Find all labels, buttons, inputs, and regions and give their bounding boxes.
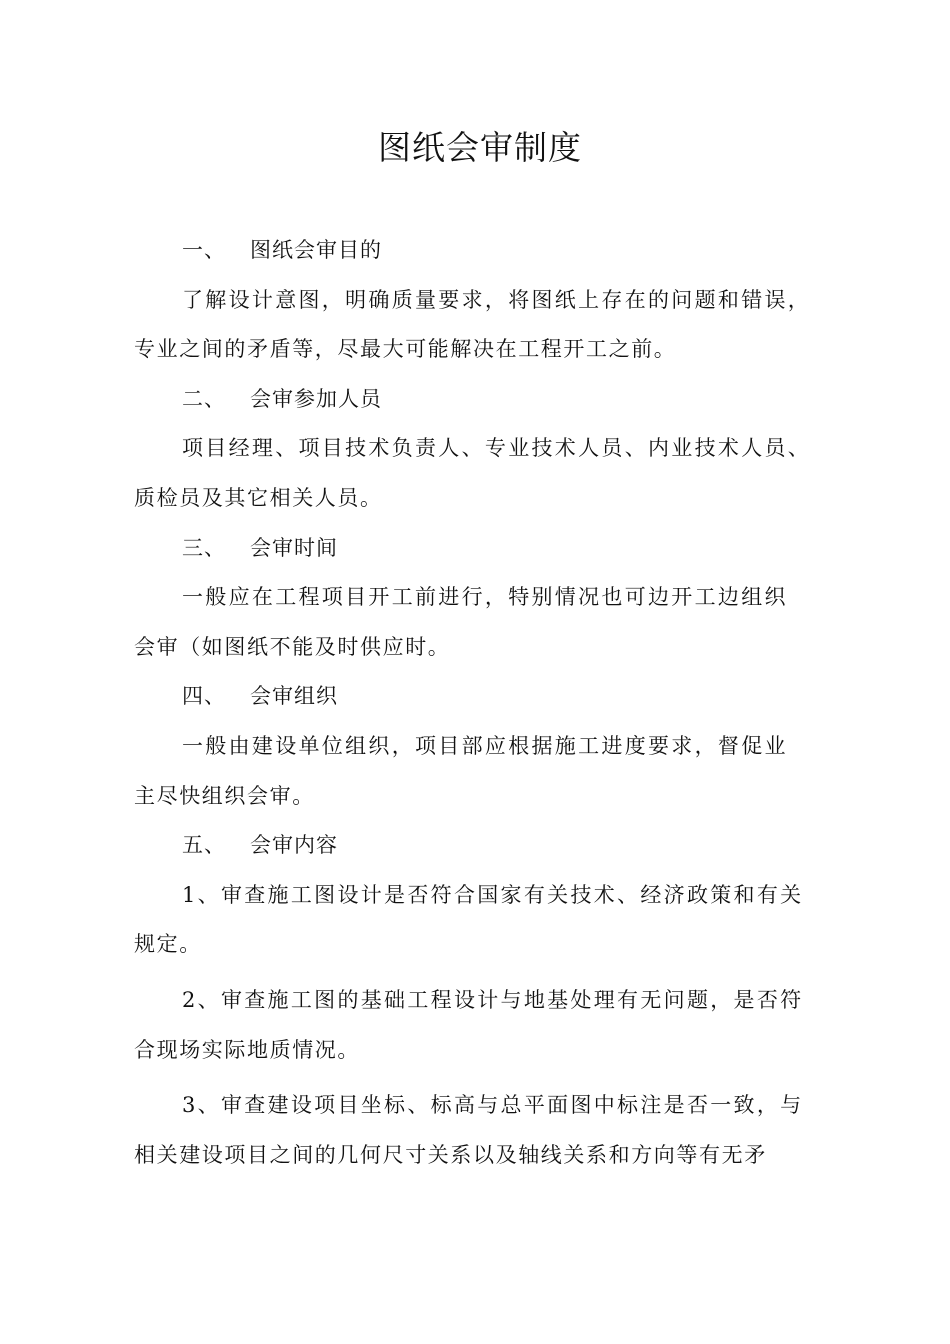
section-heading	[134, 375, 830, 425]
section-number: 五、	[182, 833, 226, 858]
section-number: 三、	[182, 535, 226, 560]
document-body	[134, 226, 830, 1180]
section-number: 二、	[182, 386, 226, 411]
list-item-line: 相关建设项目之间的几何尺寸关系以及轴线关系和方向等有无矛	[134, 1142, 767, 1167]
section-title: 会审组织	[250, 684, 338, 709]
section-number: 一、	[182, 238, 226, 262]
paragraph-line: 会审（如图纸不能及时供应时。	[134, 634, 451, 659]
list-item-line: 规定。	[134, 932, 202, 957]
paragraph-line: 质检员及其它相关人员。	[134, 485, 383, 510]
paragraph-line: 一般应在工程项目开工前进行，特别情况也可边开工边组织	[182, 585, 788, 610]
list-item-line: 2、审查施工图的基础工程设计与地基处理有无问题，是否符	[182, 987, 804, 1012]
section-title: 图纸会审目的	[250, 238, 382, 262]
section-heading	[134, 226, 830, 276]
paragraph-line: 专业之间的矛盾等，尽最大可能解决在工程开工之前。	[134, 337, 677, 362]
section-number: 四、	[182, 684, 226, 709]
list-item-line: 1、审查施工图设计是否符合国家有关技术、经济政策和有关	[182, 882, 804, 907]
section-heading	[134, 672, 830, 722]
paragraph-line: 一般由建设单位组织，项目部应根据施工进度要求，督促业	[182, 733, 788, 758]
list-item-line: 3、审查建设项目坐标、标高与总平面图中标注是否一致，与	[182, 1093, 804, 1118]
section-heading	[134, 524, 830, 574]
section-title: 会审内容	[250, 833, 338, 858]
paragraph-line: 主尽快组织会审。	[134, 783, 315, 808]
section-heading	[134, 821, 830, 871]
section-title: 会审时间	[250, 535, 338, 560]
document-title: 图纸会审制度	[378, 128, 582, 167]
paragraph-line: 项目经理、项目技术负责人、专业技术人员、内业技术人员、	[182, 436, 812, 461]
list-item-line: 合现场实际地质情况。	[134, 1037, 360, 1062]
paragraph-line: 了解设计意图，明确质量要求，将图纸上存在的问题和错误，	[182, 287, 812, 312]
section-title: 会审参加人员	[250, 386, 382, 411]
